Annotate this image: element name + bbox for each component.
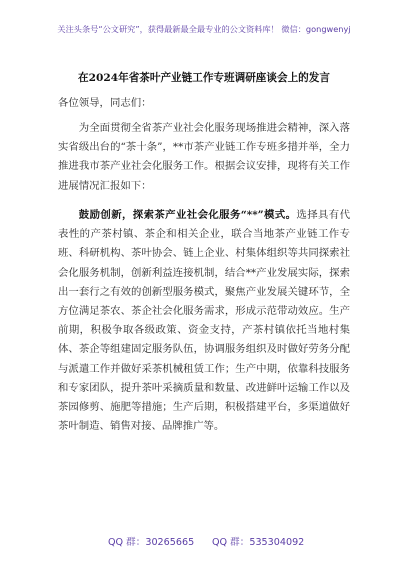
qq-group-left: QQ 群：30265665 [108,537,195,548]
document-title: 在2024年省茶叶产业链工作专班调研座谈会上的发言 [78,72,330,84]
paragraph-innovation [58,206,350,436]
paragraph-lead-heading: 鼓励创新，探索茶产业社会化服务“**”模式。 [78,209,297,221]
header-promo-note: 关注头条号“公文研究”，获得最新最全最专业的公文资料库！ 微信：gongwenyj [57,24,351,34]
paragraph-intro: 为全面贯彻全省茶产业社会化服务现场推进会精神，深入落实省级出台的“茶十条”，**市茶产业链工作专班多措并举，全力推进我市茶产业社会化服务工作。根据会议安排，现将有关工作进展情况汇报如下： [58,122,350,192]
salutation: 各位领导，同志们： [58,97,152,109]
qq-group-right: QQ 群：535304092 [212,537,305,548]
paragraph-body: 选择具有代表性的产茶村镇、茶企和相关企业，联合当地茶产业链工作专班、科研机构、茶叶协会、链上企业、村集体组织等共同探索社会化服务机制，创新利益连接机制，结合**产业发展实际，探索出一套行之有效的创新型服务模式，聚焦产业发展关键环节，全方位满足茶农、茶企社会化服务需求，形成示范带动效应。生产前期，积极争取各级政策、资金支持，产茶村镇依托当地村集体、茶企等组建固定服务队伍，协调服务组织及时做好劳务分配与派遣工作并做好采茶机械租赁工作；生产中期，依靠科技服务和专家团队，提升茶叶采摘质量和数量、改进鲜叶运输工作以及茶园修剪、施肥等措施；生产后期，积极搭建平台，多渠道做好茶叶制造、销售对接、品牌推广等。 [58,209,350,433]
